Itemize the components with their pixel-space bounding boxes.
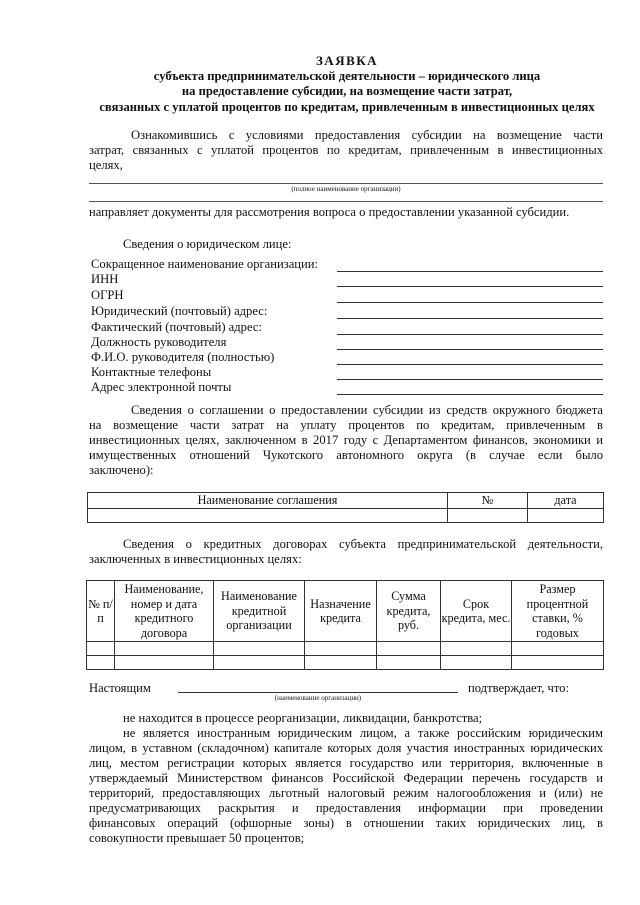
field-legal-address xyxy=(91,304,603,319)
confirm-item-2-line-5: территорий, предоставляющих льготный налоговый режим налогообложения и (или) не xyxy=(89,786,603,800)
org-name-line-2[interactable] xyxy=(89,201,603,202)
field-director-position xyxy=(91,335,603,350)
confirm-item-1: не находится в процессе реорганизации, ликвидации, банкротства; xyxy=(123,711,483,725)
col-number-header: № п/п xyxy=(87,581,115,642)
agreement-line-5: заключено): xyxy=(89,463,154,477)
field-input-line[interactable] xyxy=(337,302,603,303)
table-cell[interactable] xyxy=(448,508,528,522)
agreement-number-header: № xyxy=(448,493,528,509)
table-cell[interactable] xyxy=(87,656,115,670)
field-label: ИНН xyxy=(91,272,119,286)
credits-line-2: заключенных в инвестиционных целях: xyxy=(89,552,302,566)
title-line-2: субъекта предпринимательской деятельности – юридического лица xyxy=(153,68,541,83)
table-row xyxy=(87,656,604,670)
credit-contracts-table xyxy=(86,580,604,670)
table-header-row xyxy=(88,493,604,509)
intro-line-1: Ознакомившись с условиями предоставления субсидии на возмещение части xyxy=(131,128,603,142)
field-input-line[interactable] xyxy=(337,286,603,287)
table-cell[interactable] xyxy=(115,656,214,670)
table-cell[interactable] xyxy=(305,656,377,670)
confirm-caption: (наименование организации) xyxy=(274,694,362,702)
table-cell[interactable] xyxy=(377,656,441,670)
table-cell[interactable] xyxy=(441,656,512,670)
agreement-line-2: на возмещение части затрат на уплату процентов по кредитам, привлеченным в xyxy=(89,418,603,432)
table-cell[interactable] xyxy=(512,642,604,656)
confirm-item-2-line-6: предусматривающих раскрытия и предоставления информации при проведении xyxy=(89,801,603,815)
col-bank-header: Наименование кредитной организации xyxy=(214,581,305,642)
title-line-4: связанных с уплатой процентов по кредитам, привлеченным в инвестиционных целях xyxy=(99,99,595,114)
table-cell[interactable] xyxy=(441,642,512,656)
agreement-line-3: инвестиционных целях, заключенном в 2017 году с Департаментом финансов, экономики и xyxy=(89,433,603,447)
agreement-name-header: Наименование соглашения xyxy=(88,493,448,509)
col-contract-header: Наименование, номер и дата кредитного договора xyxy=(115,581,214,642)
agreement-table xyxy=(87,492,604,523)
confirm-item-2-line-3: лиц, местом регистрации которых является государство или территория, включенные в xyxy=(89,756,603,770)
table-cell[interactable] xyxy=(528,508,604,522)
confirm-item-2-line-7: финансовых операций (офшорные зоны) в отношении таких юридических лиц, в xyxy=(89,816,603,830)
credits-line-1: Сведения о кредитных договорах субъекта предпринимательской деятельности, xyxy=(123,537,603,551)
table-row xyxy=(87,642,604,656)
field-phones xyxy=(91,365,603,380)
agreement-line-1: Сведения о соглашении о предоставлении субсидии из средств окружного бюджета xyxy=(131,403,603,417)
field-actual-address xyxy=(91,320,603,335)
agreement-date-header: дата xyxy=(528,493,604,509)
table-cell[interactable] xyxy=(377,642,441,656)
field-director-name xyxy=(91,350,603,365)
form-title xyxy=(80,53,614,115)
confirm-org-line[interactable] xyxy=(178,692,458,693)
table-cell[interactable] xyxy=(88,508,448,522)
field-label: Адрес электронной почты xyxy=(91,380,232,394)
field-label: Юридический (почтовый) адрес: xyxy=(91,304,268,318)
field-label: ОГРН xyxy=(91,288,124,302)
title-line-1: ЗАЯВКА xyxy=(315,53,379,68)
col-amount-header: Сумма кредита, руб. xyxy=(377,581,441,642)
table-cell[interactable] xyxy=(214,656,305,670)
field-inn xyxy=(91,272,603,287)
field-email xyxy=(91,380,603,395)
confirm-present: Настоящим xyxy=(89,681,151,695)
org-name-caption: (полное наименование организации) xyxy=(291,185,401,193)
col-term-header: Срок кредита, мес. xyxy=(441,581,512,642)
col-purpose-header: Назначение кредита xyxy=(305,581,377,642)
intro-line-3: целях, xyxy=(89,158,123,172)
table-cell[interactable] xyxy=(87,642,115,656)
table-cell[interactable] xyxy=(115,642,214,656)
table-cell[interactable] xyxy=(305,642,377,656)
field-label: Должность руководителя xyxy=(91,335,227,349)
field-label: Контактные телефоны xyxy=(91,365,212,379)
legal-entity-heading: Сведения о юридическом лице: xyxy=(123,237,292,251)
field-input-line[interactable] xyxy=(337,318,603,319)
field-label: Сокращенное наименование организации: xyxy=(91,257,319,271)
field-label: Фактический (почтовый) адрес: xyxy=(91,320,262,334)
org-name-line[interactable] xyxy=(89,183,603,184)
field-input-line[interactable] xyxy=(337,394,603,395)
confirm-item-2-line-2: лицом, в уставном (складочном) капитале которых доля участия иностранных юридических xyxy=(89,741,603,755)
field-ogrn xyxy=(91,288,603,303)
confirm-item-2-line-8: совокупности превышает 50 процентов; xyxy=(89,831,305,845)
field-label: Ф.И.О. руководителя (полностью) xyxy=(91,350,275,364)
sends-documents-text: направляет документы для рассмотрения вопроса о предоставлении указанной субсидии. xyxy=(89,205,570,219)
table-cell[interactable] xyxy=(214,642,305,656)
table-row xyxy=(88,508,604,522)
title-line-3: на предоставление субсидии, на возмещение части затрат, xyxy=(181,84,513,98)
confirm-item-2-line-4: утверждаемый Министерством финансов Российской Федерации перечень государств и xyxy=(89,771,603,785)
confirm-confirms: подтверждает, что: xyxy=(468,681,569,695)
table-header-row xyxy=(87,581,604,642)
field-short-name xyxy=(91,257,603,272)
table-cell[interactable] xyxy=(512,656,604,670)
confirm-item-2-line-1: не является иностранным юридическим лицом, а также российским юридическим xyxy=(123,726,603,740)
col-rate-header: Размер процентной ставки, % годовых xyxy=(512,581,604,642)
intro-line-2: затрат, связанных с уплатой процентов по кредитам, привлеченным в инвестиционных xyxy=(89,143,603,157)
agreement-line-4: имущественных отношений Чукотского автономного округа (в случае если было xyxy=(89,448,603,462)
